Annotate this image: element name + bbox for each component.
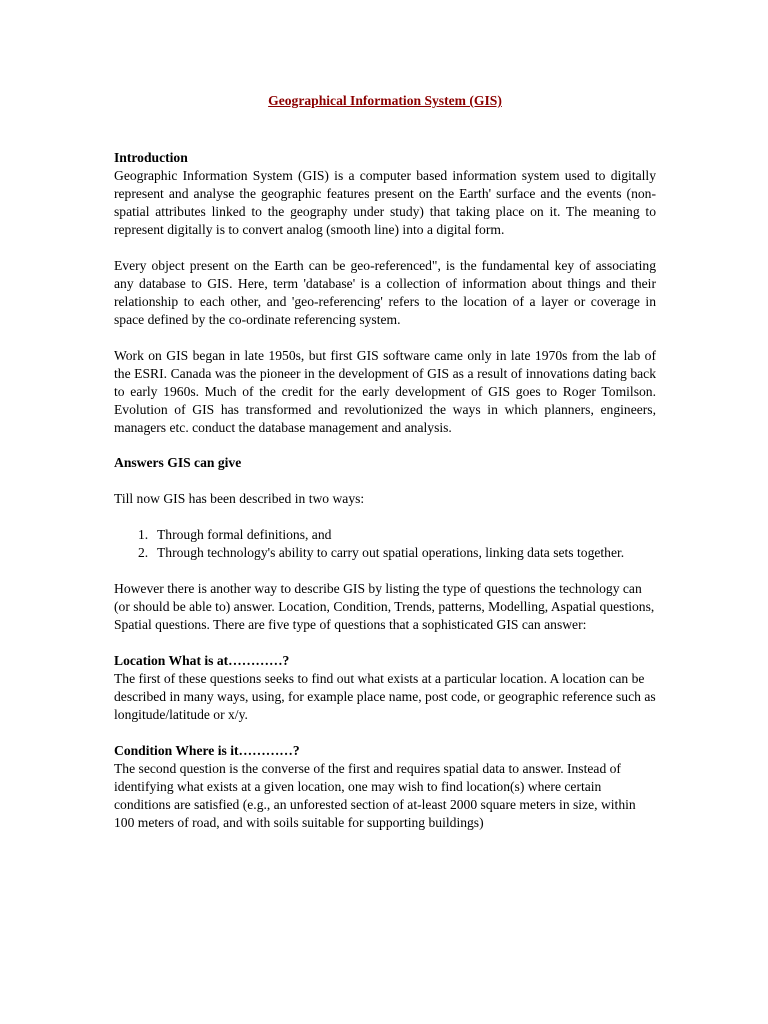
list-item-number: 2. bbox=[138, 545, 149, 560]
introduction-paragraph-1: Geographic Information System (GIS) is a computer based information system used to digitally represent and analyse the geographic features present on the Earth' surface and the events (non-spatial attributes linked to the geography under study) that taking place on it. The meaning to represent digitally is to convert analog (smooth line) into a digital form. bbox=[114, 168, 656, 237]
answers-intro: Till now GIS has been described in two ways: bbox=[114, 491, 365, 506]
answers-heading: Answers GIS can give bbox=[114, 455, 242, 470]
answers-paragraph-2: However there is another way to describe GIS by listing the type of questions the technology can (or should be able to) answer. Location, Condition, Trends, patterns, Modelling, Aspatial questions, Spatial questions. There are five type of questions that a sophisticated GIS can answer: bbox=[114, 581, 655, 632]
introduction-paragraph-3: Work on GIS began in late 1950s, but first GIS software came only in late 1970s from the lab of the ESRI. Canada was the pioneer in the development of GIS as a result of innovations dating back to early 1960s. Much of the credit for the early development of GIS goes to Roger Tomilson. Evolution of GIS has transformed and revolutionized the ways in which planners, engineers, managers etc. conduct the database management and analysis. bbox=[114, 348, 656, 435]
location-heading: Location What is at…………? bbox=[114, 653, 290, 668]
list-item-text: Through formal definitions, and bbox=[157, 527, 332, 542]
list-item bbox=[114, 544, 627, 562]
document-title: Geographical Information System (GIS) bbox=[268, 93, 502, 108]
location-paragraph: The first of these questions seeks to find out what exists at a particular location. A location can be described in many ways, using, for example place name, post code, or geographic reference such as longitude/latitude or x/y. bbox=[114, 671, 656, 722]
list-item bbox=[114, 526, 627, 544]
ways-list bbox=[114, 526, 656, 562]
introduction-paragraph-2: Every object present on the Earth can be geo-referenced", is the fundamental key of associating any database to GIS. Here, term 'database' is a collection of information about things and their relationship to each other, and 'geo-referencing' refers to the location of a layer or coverage in space defined by the co-ordinate referencing system. bbox=[114, 258, 656, 327]
condition-paragraph: The second question is the converse of the first and requires spatial data to answer. Instead of identifying what exists at a given location, one may wish to find location(s) where certain conditions are satisfied (e.g., an unforested section of at-least 2000 square meters in size, within 100 meters of road, and with soils suitable for supporting buildings) bbox=[114, 761, 636, 830]
condition-heading: Condition Where is it…………? bbox=[114, 743, 300, 758]
list-item-number: 1. bbox=[138, 527, 149, 542]
list-item-text: Through technology's ability to carry out spatial operations, linking data sets together. bbox=[157, 545, 625, 560]
introduction-heading: Introduction bbox=[114, 150, 188, 165]
document-body bbox=[114, 92, 656, 832]
